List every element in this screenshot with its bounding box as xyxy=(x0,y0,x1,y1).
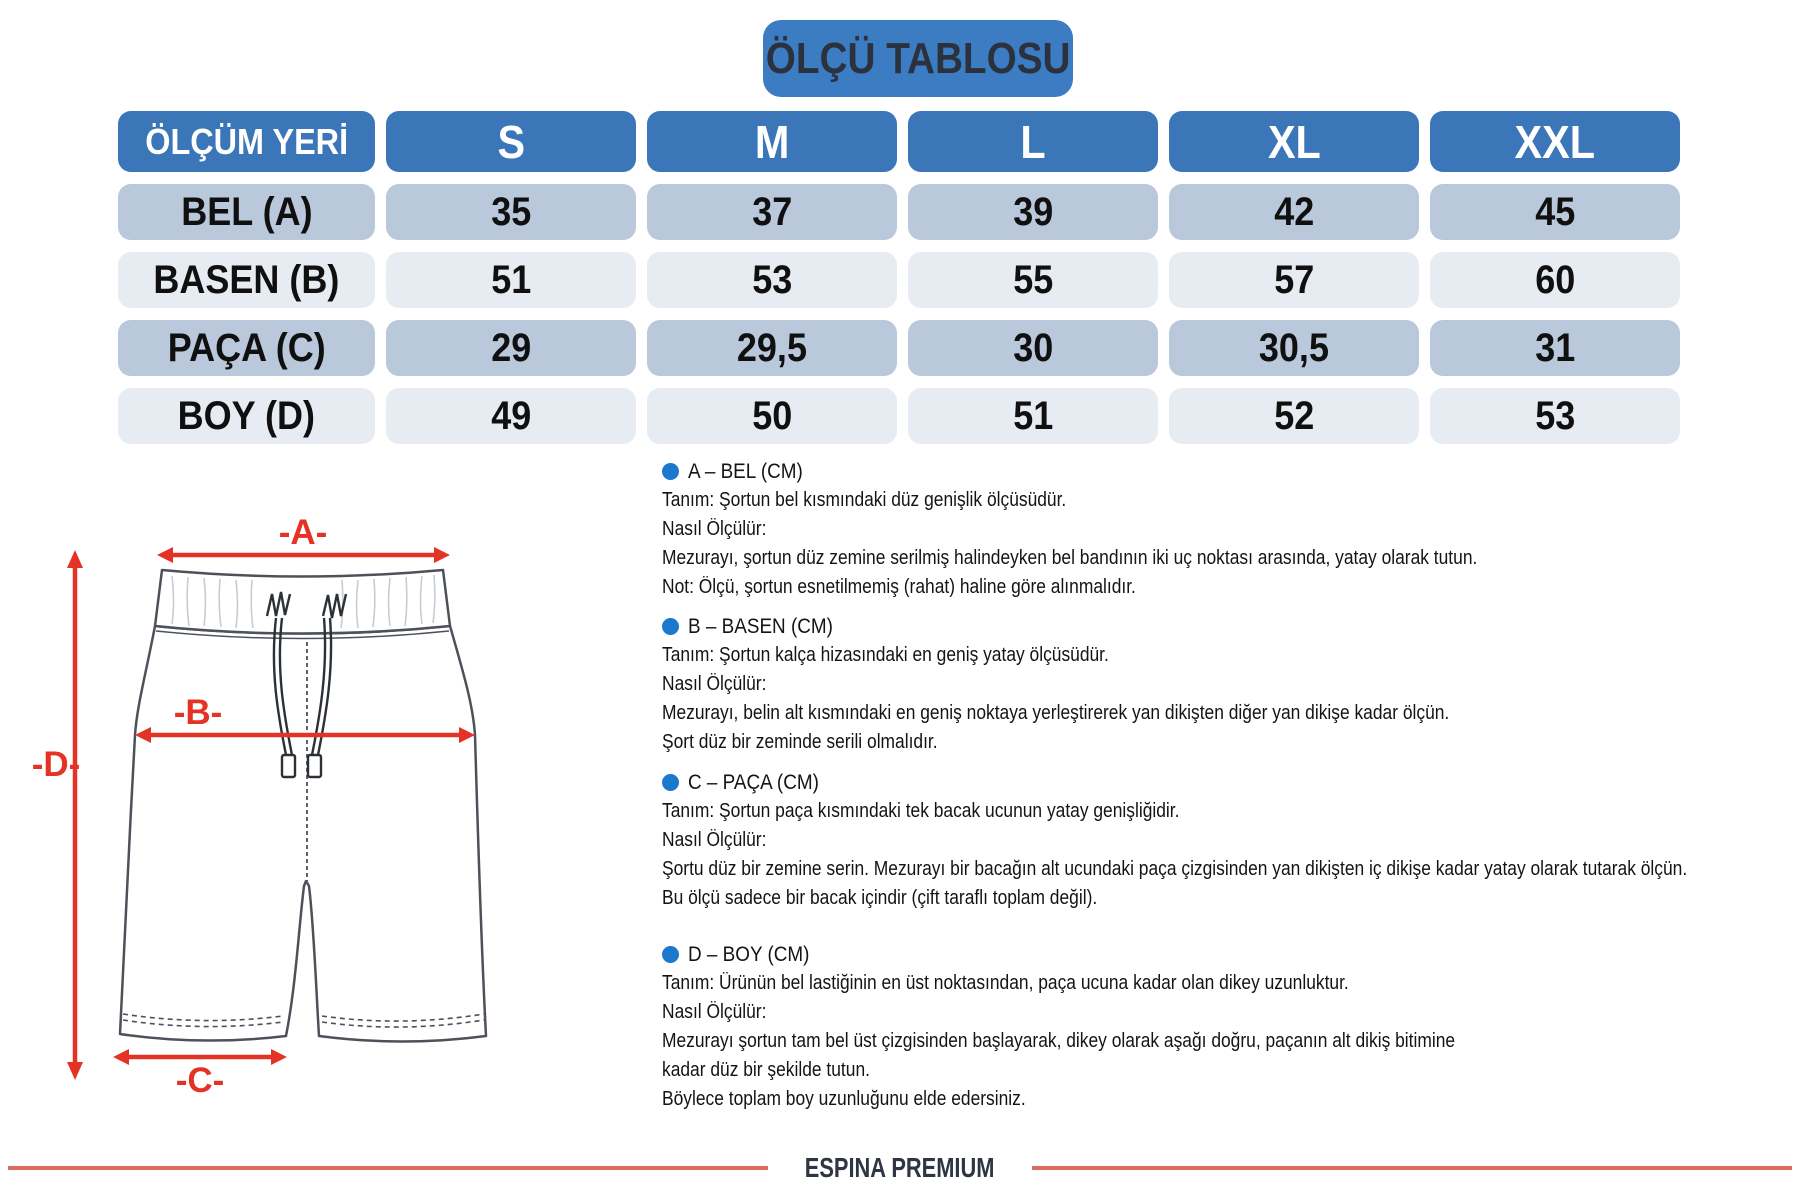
note-line: Nasıl Ölçülür: xyxy=(662,1001,767,1023)
bullet-icon xyxy=(662,946,679,963)
note-line: Mezurayı, belin alt kısmındaki en geniş noktaya yerleştirerek yan dikişten diğer yan dikişe kadar ölçün. xyxy=(662,702,1450,724)
size-value-XL-text: 57 xyxy=(1273,257,1315,302)
size-value-L-text: 30 xyxy=(1012,325,1054,370)
label-A: -A- xyxy=(278,513,328,552)
size-value-XL-text: 52 xyxy=(1273,393,1315,438)
bullet-icon xyxy=(662,774,679,791)
size-value-XXL xyxy=(1430,388,1680,444)
note-line: Tanım: Şortun kalça hizasındaki en geniş yatay ölçüsüdür. xyxy=(662,644,1109,666)
size-value-S-text: 49 xyxy=(490,393,532,438)
footer-rule-left xyxy=(8,1166,768,1170)
header-size-L xyxy=(908,111,1158,172)
size-value-S xyxy=(386,184,636,240)
note-section-d xyxy=(662,940,1800,1114)
note-section-b xyxy=(662,612,1800,757)
size-value-XL xyxy=(1169,320,1419,376)
size-value-M xyxy=(647,320,897,376)
note-line: Nasıl Ölçülür: xyxy=(662,673,767,695)
header-size-M-text: M xyxy=(754,115,790,168)
note-line: Nasıl Ölçülür: xyxy=(662,829,767,851)
row-label-text: BOY (D) xyxy=(177,393,316,438)
size-value-XXL-text: 31 xyxy=(1534,325,1576,370)
size-value-XXL xyxy=(1430,184,1680,240)
size-value-XL xyxy=(1169,388,1419,444)
size-value-XL-text: 42 xyxy=(1273,189,1315,234)
header-size-S-text: S xyxy=(497,115,525,168)
header-size-S xyxy=(386,111,636,172)
size-value-M xyxy=(647,252,897,308)
note-heading-row xyxy=(662,940,1800,969)
size-value-M xyxy=(647,184,897,240)
size-value-S-text: 35 xyxy=(490,189,532,234)
label-C: -C- xyxy=(175,1061,225,1100)
row-label-text: BEL (A) xyxy=(180,189,313,234)
note-line: Tanım: Şortun bel kısmındaki düz genişlik ölçüsüdür. xyxy=(662,489,1067,511)
bullet-icon xyxy=(662,618,679,635)
size-value-XL-text: 30,5 xyxy=(1258,325,1330,370)
size-value-XXL xyxy=(1430,252,1680,308)
size-table xyxy=(118,111,1680,444)
size-value-M-text: 53 xyxy=(751,257,793,302)
size-value-XXL xyxy=(1430,320,1680,376)
row-label-text: BASEN (B) xyxy=(153,257,340,302)
size-value-XXL-text: 60 xyxy=(1534,257,1576,302)
size-value-L-text: 55 xyxy=(1012,257,1054,302)
size-value-M-text: 29,5 xyxy=(736,325,808,370)
header-size-XXL-text: XXL xyxy=(1514,115,1596,168)
note-heading-row xyxy=(662,612,1800,641)
size-value-S xyxy=(386,320,636,376)
size-value-XL xyxy=(1169,184,1419,240)
note-line: Mezurayı şortun tam bel üst çizgisinden başlayarak, dikey olarak aşağı doğru, paçanın alt dikiş bitimine xyxy=(662,1030,1456,1052)
brand-name: ESPINA PREMIUM xyxy=(805,1152,995,1183)
size-value-M xyxy=(647,388,897,444)
drawstring-aglet-right xyxy=(308,755,321,777)
size-value-XXL-text: 45 xyxy=(1534,189,1576,234)
bullet-icon xyxy=(662,463,679,480)
size-value-S-text: 51 xyxy=(490,257,532,302)
row-label xyxy=(118,184,375,240)
size-value-XXL-text: 53 xyxy=(1534,393,1576,438)
size-value-S-text: 29 xyxy=(490,325,532,370)
size-value-L xyxy=(908,252,1158,308)
row-label xyxy=(118,388,375,444)
note-line: Şortu düz bir zemine serin. Mezurayı bir bacağın alt ucundaki paça çizgisinden yan dikişten iç dikişe kadar yatay olarak tutarak ölçün. xyxy=(662,858,1688,880)
note-line: Mezurayı, şortun düz zemine serilmiş halindeyken bel bandının iki uç noktası arasında, yatay olarak tutun. xyxy=(662,547,1478,569)
shorts-measurement-diagram xyxy=(30,440,640,1100)
header-size-XL-text: XL xyxy=(1267,115,1321,168)
size-value-XL xyxy=(1169,252,1419,308)
header-size-M xyxy=(647,111,897,172)
size-value-L-text: 39 xyxy=(1012,189,1054,234)
header-measure-place xyxy=(118,111,375,172)
note-line: Tanım: Ürünün bel lastiğinin en üst noktasından, paça ucuna kadar olan dikey uzunluktur. xyxy=(662,972,1349,994)
note-heading-row xyxy=(662,768,1800,797)
note-line: Böylece toplam boy uzunluğunu elde edersiniz. xyxy=(662,1088,1026,1110)
size-value-L xyxy=(908,184,1158,240)
label-D: -D- xyxy=(31,745,81,784)
note-line: Tanım: Şortun paça kısmındaki tek bacak ucunun yatay genişliğidir. xyxy=(662,800,1180,822)
row-label xyxy=(118,320,375,376)
size-value-M-text: 37 xyxy=(751,189,793,234)
drawstring-aglet-left xyxy=(282,755,295,777)
size-value-M-text: 50 xyxy=(751,393,793,438)
measurement-notes xyxy=(662,446,1800,1114)
note-line: Şort düz bir zeminde serili olmalıdır. xyxy=(662,731,938,753)
header-size-XL xyxy=(1169,111,1419,172)
page-title: ÖLÇÜ TABLOSU xyxy=(765,33,1071,83)
page-title-badge xyxy=(763,20,1073,97)
note-heading-row xyxy=(662,457,1800,486)
note-section-a xyxy=(662,457,1800,602)
note-line: Nasıl Ölçülür: xyxy=(662,518,767,540)
note-line: Bu ölçü sadece bir bacak içindir (çift taraflı toplam değil). xyxy=(662,887,1098,909)
note-line: kadar düz bir şekilde tutun. xyxy=(662,1059,870,1081)
note-heading: B – BASEN (CM) xyxy=(688,615,833,638)
row-label xyxy=(118,252,375,308)
label-B: -B- xyxy=(173,693,223,732)
header-measure-place-text: ÖLÇÜM YERİ xyxy=(145,120,348,162)
footer-rule-right xyxy=(1032,1166,1792,1170)
size-value-L xyxy=(908,320,1158,376)
size-value-S xyxy=(386,252,636,308)
note-section-c xyxy=(662,768,1800,913)
note-heading: A – BEL (CM) xyxy=(688,460,803,483)
row-label-text: PAÇA (C) xyxy=(167,325,326,370)
size-value-L xyxy=(908,388,1158,444)
shorts-outline xyxy=(120,570,486,1042)
size-value-L-text: 51 xyxy=(1012,393,1054,438)
header-size-XXL xyxy=(1430,111,1680,172)
size-value-S xyxy=(386,388,636,444)
note-line: Not: Ölçü, şortun esnetilmemiş (rahat) haline göre alınmalıdır. xyxy=(662,576,1136,598)
note-heading: D – BOY (CM) xyxy=(688,943,810,966)
note-heading: C – PAÇA (CM) xyxy=(688,771,819,794)
header-size-L-text: L xyxy=(1020,115,1046,168)
footer xyxy=(8,1152,1792,1184)
